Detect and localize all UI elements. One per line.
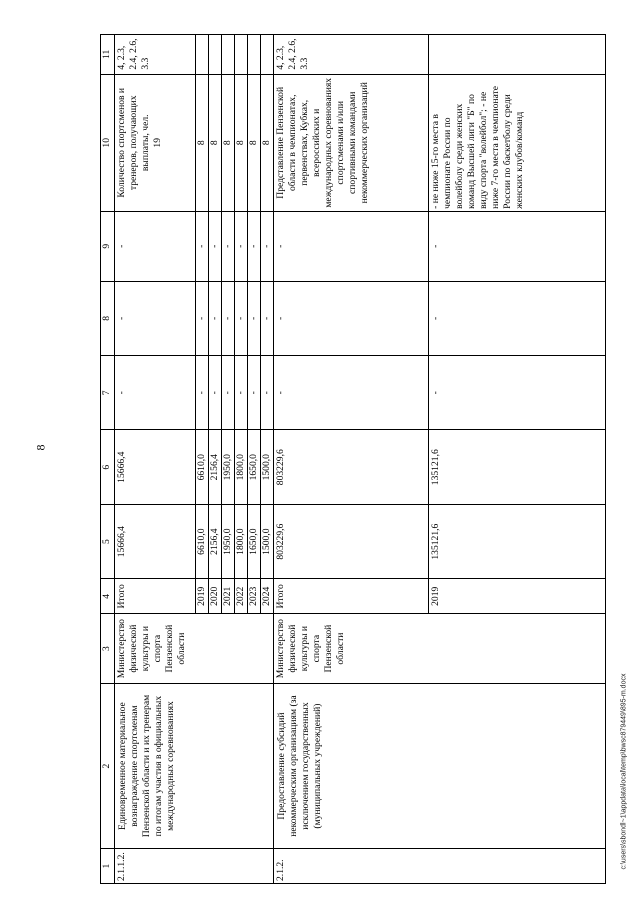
year-cell: 2023	[248, 579, 261, 614]
header-cell-6: 6	[101, 430, 115, 504]
value-cell: -	[261, 356, 274, 430]
value-cell: 1500,0	[261, 504, 274, 578]
header-row	[101, 35, 115, 884]
year-cell: 2019	[196, 579, 209, 614]
header-cell-9: 9	[101, 211, 115, 281]
page-number: 8	[33, 444, 48, 451]
measure-number: 2.1.2.	[274, 849, 606, 884]
year-cell: 2021	[222, 579, 235, 614]
links-cell	[222, 35, 235, 75]
header-cell-8: 8	[101, 281, 115, 355]
measure-executor: Министерство физической культуры и спорта Пензенской области	[274, 614, 606, 684]
year-cell: 2020	[209, 579, 222, 614]
value-cell: 15666,4	[115, 504, 196, 578]
value-cell: 135121,6	[429, 504, 606, 578]
links-cell	[248, 35, 261, 75]
value-cell: -	[429, 281, 606, 355]
links-cell	[429, 35, 606, 75]
value-cell: 1800,0	[235, 430, 248, 504]
indicator-cell: - не ниже 15-го места в чемпионате России по волейболу среди женских команд Высшей лиги "Б" по виду спорта "волейбол"; - не ниже 7-го места в чемпионате России по баскетболу среди женских клубов/команд	[429, 74, 606, 211]
value-cell: 2156,4	[209, 504, 222, 578]
value-cell: 6610,0	[196, 504, 209, 578]
year-cell: Итого	[115, 579, 196, 614]
value-cell: 1650,0	[248, 430, 261, 504]
value-cell: 803229,6	[274, 430, 429, 504]
links-cell: 4, 2.3, 2.4, 2.6, 3.3	[115, 35, 196, 75]
value-cell: -	[261, 281, 274, 355]
value-cell: -	[222, 356, 235, 430]
year-cell: Итого	[274, 579, 429, 614]
value-cell: 1650,0	[248, 504, 261, 578]
value-cell: -	[274, 281, 429, 355]
rotated-table-container	[100, 34, 590, 884]
value-cell: -	[235, 211, 248, 281]
value-cell: 15666,4	[115, 430, 196, 504]
indicator-value: 8	[209, 74, 222, 211]
header-cell-10: 10	[101, 74, 115, 211]
links-cell: 4, 2.3, 2.4, 2.6, 3.3	[274, 35, 429, 75]
value-cell: -	[248, 211, 261, 281]
measure-name: Предоставление субсидий некоммерческим организациям (за исключением государственных (муниципальных учреждений)	[274, 683, 606, 848]
program-measures-table	[100, 34, 606, 884]
indicator-cell	[115, 74, 196, 211]
value-cell: -	[196, 356, 209, 430]
table-row	[274, 35, 429, 884]
header-cell-4: 4	[101, 579, 115, 614]
indicator-value: 8	[248, 74, 261, 211]
header-cell-2: 2	[101, 683, 115, 848]
year-cell: 2024	[261, 579, 274, 614]
value-cell: 135121,6	[429, 430, 606, 504]
links-cell	[235, 35, 248, 75]
value-cell: 1800,0	[235, 504, 248, 578]
indicator-text: Количество спортсменов и тренеров, получающих выплаты, чел.	[116, 87, 151, 198]
value-cell: -	[222, 211, 235, 281]
value-cell: -	[248, 356, 261, 430]
value-cell: -	[274, 211, 429, 281]
indicator-total: 19	[152, 137, 163, 148]
value-cell: -	[115, 356, 196, 430]
value-cell: -	[209, 356, 222, 430]
value-cell: -	[235, 356, 248, 430]
value-cell: -	[429, 356, 606, 430]
header-cell-3: 3	[101, 614, 115, 684]
value-cell: 803229,6	[274, 504, 429, 578]
year-cell: 2019	[429, 579, 606, 614]
value-cell: -	[209, 281, 222, 355]
measure-executor: Министерство физической культуры и спорта Пензенской области	[115, 614, 274, 684]
value-cell: -	[196, 211, 209, 281]
value-cell: -	[274, 356, 429, 430]
footer-file-path: c:\users\sbondl~1\appdata\local\temp\bwsc879449\895-m.docx	[620, 673, 628, 870]
header-cell-5: 5	[101, 504, 115, 578]
indicator-value: 8	[222, 74, 235, 211]
value-cell: 1950,0	[222, 504, 235, 578]
table-row	[115, 35, 196, 884]
value-cell: -	[196, 281, 209, 355]
indicator-value: 8	[261, 74, 274, 211]
links-cell	[196, 35, 209, 75]
header-cell-1: 1	[101, 849, 115, 884]
value-cell: -	[248, 281, 261, 355]
value-cell: -	[222, 281, 235, 355]
links-cell	[261, 35, 274, 75]
measure-name: Единовременное материальное вознаграждение спортсменам Пензенской области и их тренерам по итогам участия в официальных международных соревнованиях	[115, 683, 274, 848]
value-cell: -	[209, 211, 222, 281]
measure-number: 2.1.1.2.	[115, 849, 274, 884]
links-cell	[209, 35, 222, 75]
value-cell: -	[429, 211, 606, 281]
indicator-cell: Представление Пензенской области в чемпионатах, первенствах, Кубках, всероссийских и международных соревнованиях спортсменами и/или спортивными командами некоммерческих организаций	[274, 74, 429, 211]
header-cell-11: 11	[101, 35, 115, 75]
value-cell: 1500,0	[261, 430, 274, 504]
value-cell: 1950,0	[222, 430, 235, 504]
header-cell-7: 7	[101, 356, 115, 430]
year-cell: 2022	[235, 579, 248, 614]
value-cell: -	[261, 211, 274, 281]
indicator-value: 8	[235, 74, 248, 211]
value-cell: -	[115, 211, 196, 281]
indicator-value: 8	[196, 74, 209, 211]
value-cell: 6610,0	[196, 430, 209, 504]
value-cell: -	[115, 281, 196, 355]
value-cell: 2156,4	[209, 430, 222, 504]
value-cell: -	[235, 281, 248, 355]
